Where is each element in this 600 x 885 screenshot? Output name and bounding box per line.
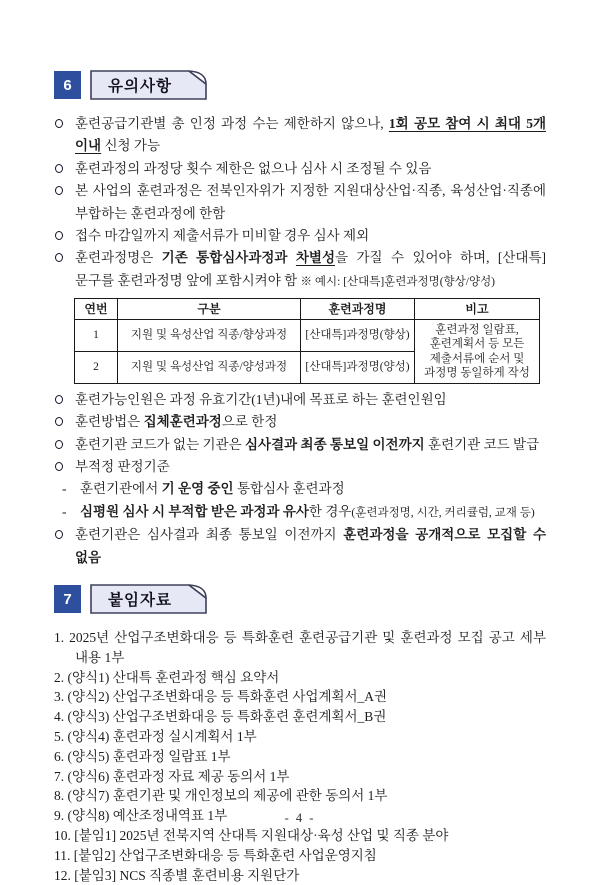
col-header-remark: 비고 xyxy=(415,299,540,320)
cell-course-name: [산대특]과정명(향상) xyxy=(301,320,415,352)
notice-bullet-2: 훈련과정의 과정당 횟수 제한은 없으나 심사 시 조정될 수 있음 xyxy=(54,158,546,180)
attachment-item-6: 6. (양식5) 훈련과정 일람표 1부 xyxy=(54,748,231,764)
circle-bullet-icon xyxy=(55,395,63,404)
col-header-course-name: 훈련과정명 xyxy=(301,299,415,320)
table-row xyxy=(75,320,540,352)
cell-remark: 훈련과정 일람표, 훈련계획서 등 모든 제출서류에 순서 및 과정명 동일하게 작성 xyxy=(415,320,540,384)
col-header-category: 구분 xyxy=(118,299,301,320)
circle-bullet-icon xyxy=(55,231,63,240)
section-7-header xyxy=(54,584,546,614)
cell-no: 1 xyxy=(75,320,118,352)
circle-bullet-icon xyxy=(55,440,63,449)
circle-bullet-icon xyxy=(55,462,63,471)
attachment-item-12: 12. [붙임3] NCS 직종별 훈련비용 지원단가 xyxy=(54,867,300,883)
attachments-list xyxy=(54,628,546,885)
attachment-item-3: 3. (양식2) 산업구조변화대응 등 특화훈련 사업계획서_A권 xyxy=(54,689,388,705)
circle-bullet-icon xyxy=(55,164,63,173)
circle-bullet-icon xyxy=(55,186,63,195)
notice-sub-dash-1: - 훈련기관에서 기 운영 중인 통합심사 훈련과정 xyxy=(54,478,546,500)
section-7-number-badge: 7 xyxy=(54,585,81,613)
notice-list-after-table xyxy=(54,389,546,569)
dash-bullet-icon: - xyxy=(62,481,67,497)
section-6-title: 유의사항 xyxy=(108,77,172,95)
notice-bullet-3: 본 사업의 훈련과정은 전북인자위가 지정한 지원대상산업·직종, 육성산업·직종에 부합하는 훈련과정에 한함 xyxy=(54,180,546,225)
circle-bullet-icon xyxy=(55,417,63,426)
table-header-row xyxy=(75,299,540,320)
circle-bullet-icon xyxy=(55,530,63,539)
attachment-item-7: 7. (양식6) 훈련과정 자료 제공 동의서 1부 xyxy=(54,768,290,784)
section-6-number-badge: 6 xyxy=(54,71,81,99)
notice-bullet-5: 훈련과정명은 기존 통합심사과정과 차별성을 가질 수 있어야 하며, [산대특] 문구를 훈련과정명 앞에 포함시켜야 함 ※ 예시: [산대특]훈련과정명(향상/양성) xyxy=(54,247,546,293)
attachment-item-8: 8. (양식7) 훈련기관 및 개인정보의 제공에 관한 동의서 1부 xyxy=(54,788,388,804)
notice-bullet-8: 훈련기관 코드가 없는 기관은 심사결과 최종 통보일 이전까지 훈련기관 코드 발급 xyxy=(54,434,546,456)
cell-course-name: [산대특]과정명(양성) xyxy=(301,352,415,384)
cell-category: 지원 및 육성산업 직종/향상과정 xyxy=(118,320,301,352)
notice-bullet-9: 부적정 판정기준 xyxy=(54,456,546,478)
col-header-no: 연번 xyxy=(75,299,118,320)
notice-bullet-6: 훈련가능인원은 과정 유효기간(1년)내에 목표로 하는 훈련인원임 xyxy=(54,389,546,411)
dash-bullet-icon: - xyxy=(62,503,67,519)
notice-list-before-table xyxy=(54,113,546,293)
attachment-item-10: 10. [붙임1] 2025년 전북지역 산대특 지원대상·육성 산업 및 직종 분야 xyxy=(54,827,449,843)
attachment-item-1: 1. 2025년 산업구조변화대응 등 특화훈련 훈련공급기관 및 훈련과정 모집 공고 세부 내용 1부 xyxy=(54,630,546,665)
cell-category: 지원 및 육성산업 직종/양성과정 xyxy=(118,352,301,384)
attachment-item-4: 4. (양식3) 산업구조변화대응 등 특화훈련 훈련계획서_B권 xyxy=(54,709,387,725)
notice-bullet-4: 접수 마감일까지 제출서류가 미비할 경우 심사 제외 xyxy=(54,225,546,247)
section-6-title-tab xyxy=(90,70,208,100)
course-name-table xyxy=(74,298,540,384)
circle-bullet-icon xyxy=(55,119,63,128)
cell-no: 2 xyxy=(75,352,118,384)
notice-bullet-10: 훈련기관은 심사결과 최종 통보일 이전까지 훈련과정을 공개적으로 모집할 수 없음 xyxy=(54,524,546,569)
page-number: - 4 - xyxy=(284,811,316,825)
attachment-item-11: 11. [붙임2] 산업구조변화대응 등 특화훈련 사업운영지침 xyxy=(54,847,377,863)
notice-bullet-7: 훈련방법은 집체훈련과정으로 한정 xyxy=(54,411,546,433)
notice-bullet-1: 훈련공급기관별 총 인정 과정 수는 제한하지 않으나, 1회 공모 참여 시 최대 5개 이내 신청 가능 xyxy=(54,113,546,158)
notice-sub-dash-2: - 심평원 심사 시 부적합 받은 과정과 유사한 경우(훈련과정명, 시간, 커리큘럼, 교재 등) xyxy=(54,501,546,524)
section-6-header xyxy=(54,70,546,100)
circle-bullet-icon xyxy=(55,253,63,262)
attachment-item-2: 2. (양식1) 산대특 훈련과정 핵심 요약서 xyxy=(54,669,280,685)
section-7-title-tab xyxy=(90,584,208,614)
section-7-title: 붙임자료 xyxy=(108,591,172,609)
attachment-item-5: 5. (양식4) 훈련과정 실시계획서 1부 xyxy=(54,728,257,744)
attachment-item-9: 9. (양식8) 예산조정내역표 1부 xyxy=(54,808,228,824)
